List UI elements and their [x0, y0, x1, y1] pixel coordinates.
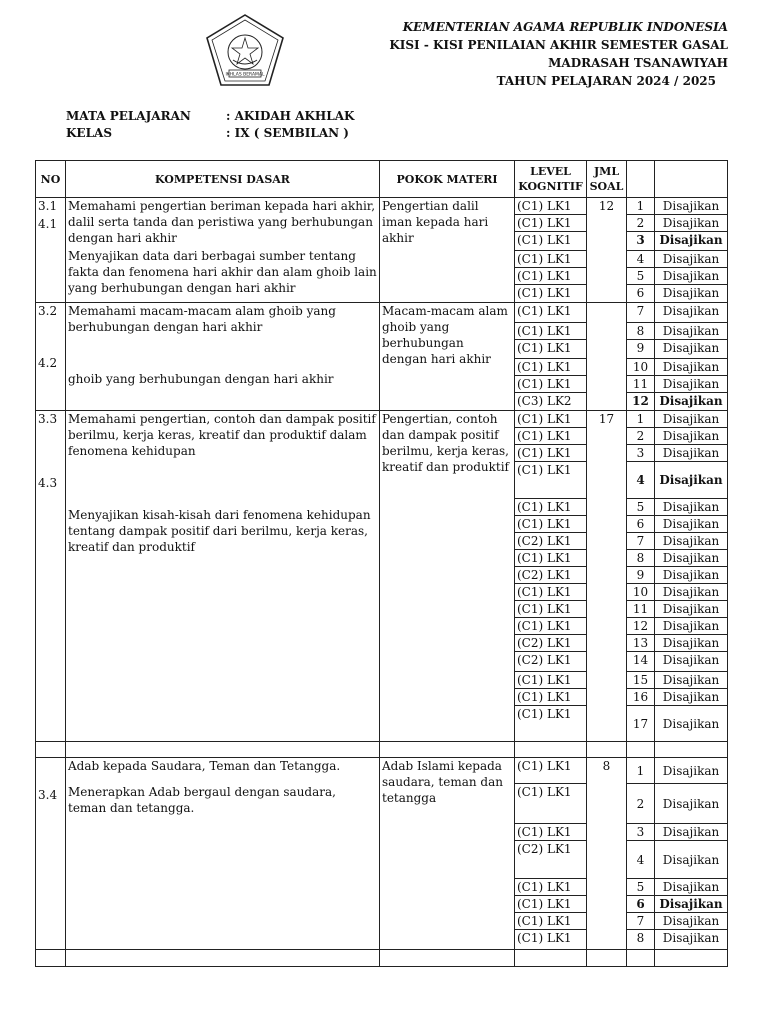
- question-number-cell: 6: [627, 285, 655, 303]
- kd-number-b: 3.4: [38, 788, 58, 802]
- question-number-cell: 11: [627, 601, 655, 618]
- kd-number-cell: [36, 303, 66, 411]
- level-cell: (C2) LK1: [515, 652, 587, 672]
- kd-text-a: Memahami pengertian, contoh dan dampak positif berilmu, kerja keras, kreatif dan produktif dalam fenomena kehidupan: [68, 412, 376, 458]
- status-cell: Disajikan: [655, 601, 728, 618]
- empty-cell: [66, 742, 380, 758]
- level-cell: (C1) LK1: [515, 251, 587, 268]
- question-number-cell: 8: [627, 550, 655, 567]
- kd-number-a: 3.1: [38, 199, 58, 213]
- status-cell: Disajikan: [655, 462, 728, 499]
- status-cell: Disajikan: [655, 841, 728, 879]
- level-cell: (C1) LK1: [515, 445, 587, 462]
- status-cell: Disajikan: [655, 323, 728, 340]
- question-number-cell: 8: [627, 323, 655, 340]
- jml-soal-cell: 17: [587, 411, 627, 742]
- question-number-cell: 6: [627, 516, 655, 533]
- empty-cell: [515, 742, 587, 758]
- level-cell: (C1) LK1: [515, 323, 587, 340]
- kd-text-cell: [66, 411, 380, 742]
- header-kd: KOMPETENSI DASAR: [66, 161, 380, 198]
- level-cell: (C1) LK1: [515, 198, 587, 215]
- level-cell: (C2) LK1: [515, 841, 587, 879]
- question-number-cell: 4: [627, 462, 655, 499]
- kd-text-a: Adab kepada Saudara, Teman dan Tetangga.: [68, 759, 341, 773]
- empty-row: [36, 950, 728, 967]
- level-cell: (C1) LK1: [515, 618, 587, 635]
- status-cell: Disajikan: [655, 198, 728, 215]
- question-number-cell: 1: [627, 198, 655, 215]
- level-cell: (C1) LK1: [515, 672, 587, 689]
- document-header: [389, 18, 728, 90]
- header-school: MADRASAH TSANAWIYAH: [548, 56, 728, 70]
- level-cell: (C1) LK1: [515, 516, 587, 533]
- header-no: NO: [36, 161, 66, 198]
- question-number-cell: 2: [627, 428, 655, 445]
- level-cell: (C1) LK1: [515, 359, 587, 376]
- meta-class-row: [66, 125, 354, 142]
- header-level: LEVEL KOGNITIF: [515, 161, 587, 198]
- empty-cell: [380, 742, 515, 758]
- level-cell: (C1) LK1: [515, 499, 587, 516]
- level-cell: (C1) LK1: [515, 215, 587, 232]
- kisi-kisi-table: [35, 160, 728, 967]
- empty-cell: [627, 742, 655, 758]
- level-cell: (C1) LK1: [515, 913, 587, 930]
- status-cell: Disajikan: [655, 376, 728, 393]
- empty-cell: [36, 742, 66, 758]
- empty-cell: [515, 950, 587, 967]
- jml-soal-cell: 12: [587, 198, 627, 303]
- kd-number-cell: [36, 198, 66, 303]
- status-cell: Disajikan: [655, 303, 728, 323]
- status-cell: Disajikan: [655, 896, 728, 913]
- level-cell: (C1) LK1: [515, 689, 587, 706]
- status-cell: Disajikan: [655, 268, 728, 285]
- table-row: [36, 411, 728, 428]
- meta-subject-row: [66, 108, 354, 125]
- question-number-cell: 5: [627, 499, 655, 516]
- question-number-cell: 7: [627, 533, 655, 550]
- level-cell: (C1) LK1: [515, 285, 587, 303]
- level-cell: (C1) LK1: [515, 784, 587, 824]
- question-number-cell: 3: [627, 232, 655, 251]
- status-cell: Disajikan: [655, 879, 728, 896]
- status-cell: Disajikan: [655, 824, 728, 841]
- kd-text-b: Menerapkan Adab bergaul dengan saudara, teman dan tetangga.: [68, 785, 336, 815]
- question-number-cell: 11: [627, 376, 655, 393]
- class-label: KELAS: [66, 126, 112, 140]
- question-number-cell: 14: [627, 652, 655, 672]
- header-number: [627, 161, 655, 198]
- level-cell: (C1) LK1: [515, 303, 587, 323]
- status-cell: Disajikan: [655, 689, 728, 706]
- status-cell: Disajikan: [655, 706, 728, 742]
- question-number-cell: 9: [627, 340, 655, 359]
- question-number-cell: 1: [627, 411, 655, 428]
- kd-number-a: 3.2: [38, 304, 58, 318]
- level-cell: (C1) LK1: [515, 879, 587, 896]
- status-cell: Disajikan: [655, 428, 728, 445]
- level-cell: (C1) LK1: [515, 550, 587, 567]
- empty-cell: [587, 950, 627, 967]
- status-cell: Disajikan: [655, 359, 728, 376]
- status-cell: Disajikan: [655, 758, 728, 784]
- subject-label: MATA PELAJARAN: [66, 109, 191, 123]
- question-number-cell: 7: [627, 303, 655, 323]
- question-number-cell: 6: [627, 896, 655, 913]
- question-number-cell: 7: [627, 913, 655, 930]
- kd-text-cell: [66, 303, 380, 411]
- status-cell: Disajikan: [655, 784, 728, 824]
- question-number-cell: 12: [627, 393, 655, 411]
- question-number-cell: 15: [627, 672, 655, 689]
- level-cell: (C1) LK1: [515, 376, 587, 393]
- jml-soal-cell: 8: [587, 758, 627, 950]
- status-cell: Disajikan: [655, 618, 728, 635]
- kd-number-cell: [36, 411, 66, 742]
- pokok-materi-cell: Pengertian dalil iman kepada hari akhir: [380, 198, 515, 303]
- question-number-cell: 13: [627, 635, 655, 652]
- question-number-cell: 9: [627, 567, 655, 584]
- level-cell: (C2) LK1: [515, 533, 587, 550]
- level-cell: (C1) LK1: [515, 758, 587, 784]
- status-cell: Disajikan: [655, 550, 728, 567]
- kd-text-cell: [66, 758, 380, 950]
- status-cell: Disajikan: [655, 635, 728, 652]
- status-cell: Disajikan: [655, 913, 728, 930]
- level-cell: (C2) LK1: [515, 635, 587, 652]
- question-number-cell: 17: [627, 706, 655, 742]
- pokok-materi-cell: Adab Islami kepada saudara, teman dan tetangga: [380, 758, 515, 950]
- kd-text-a: Memahami pengertian beriman kepada hari akhir, dalil serta tanda dan peristiwa yang berhubungan dengan hari akhir: [68, 199, 376, 245]
- header-status: [655, 161, 728, 198]
- level-cell: (C2) LK1: [515, 567, 587, 584]
- question-number-cell: 10: [627, 584, 655, 601]
- level-cell: (C1) LK1: [515, 706, 587, 742]
- status-cell: Disajikan: [655, 567, 728, 584]
- table-row: [36, 758, 728, 784]
- question-number-cell: 12: [627, 618, 655, 635]
- kd-number-a: [38, 758, 63, 774]
- status-cell: Disajikan: [655, 516, 728, 533]
- status-cell: Disajikan: [655, 232, 728, 251]
- kd-number-b: 4.3: [38, 476, 58, 490]
- status-cell: Disajikan: [655, 445, 728, 462]
- kd-text-b: Menyajikan data dari berbagai sumber tentang fakta dan fenomena hari akhir dan alam ghoib lain yang berhubungan dengan hari akhir: [68, 249, 377, 295]
- question-number-cell: 8: [627, 930, 655, 950]
- header-title: KISI - KISI PENILAIAN AKHIR SEMESTER GASAL: [389, 38, 728, 52]
- table-body: [36, 198, 728, 967]
- class-value: : IX ( SEMBILAN ): [226, 126, 349, 140]
- status-cell: Disajikan: [655, 285, 728, 303]
- empty-cell: [655, 950, 728, 967]
- empty-cell: [36, 950, 66, 967]
- kd-text-a: Memahami macam-macam alam ghoib yang berhubungan dengan hari akhir: [68, 304, 336, 334]
- status-cell: Disajikan: [655, 340, 728, 359]
- level-cell: (C1) LK1: [515, 428, 587, 445]
- empty-cell: [655, 742, 728, 758]
- table-row: [36, 198, 728, 215]
- header-year: TAHUN PELAJARAN 2024 / 2025: [496, 74, 716, 88]
- status-cell: Disajikan: [655, 652, 728, 672]
- table-row: [36, 303, 728, 323]
- empty-row: [36, 742, 728, 758]
- question-number-cell: 5: [627, 879, 655, 896]
- status-cell: Disajikan: [655, 215, 728, 232]
- level-cell: (C1) LK1: [515, 930, 587, 950]
- level-cell: (C3) LK2: [515, 393, 587, 411]
- level-cell: (C1) LK1: [515, 340, 587, 359]
- level-cell: (C1) LK1: [515, 232, 587, 251]
- status-cell: Disajikan: [655, 393, 728, 411]
- status-cell: Disajikan: [655, 251, 728, 268]
- status-cell: Disajikan: [655, 930, 728, 950]
- kd-number-b: 4.1: [38, 217, 58, 231]
- level-cell: (C1) LK1: [515, 601, 587, 618]
- question-number-cell: 4: [627, 841, 655, 879]
- question-number-cell: 1: [627, 758, 655, 784]
- level-cell: (C1) LK1: [515, 411, 587, 428]
- question-number-cell: 5: [627, 268, 655, 285]
- question-number-cell: 2: [627, 215, 655, 232]
- question-number-cell: 16: [627, 689, 655, 706]
- empty-cell: [66, 950, 380, 967]
- status-cell: Disajikan: [655, 672, 728, 689]
- status-cell: Disajikan: [655, 584, 728, 601]
- svg-text:IKHLAS BERAMAL: IKHLAS BERAMAL: [225, 72, 265, 78]
- question-number-cell: 3: [627, 445, 655, 462]
- table-header-row: [36, 161, 728, 198]
- kd-text-b: Menyajikan kisah-kisah dari fenomena kehidupan tentang dampak positif dari berilmu, kerja keras, kreatif dan produktif: [68, 508, 371, 554]
- level-cell: (C1) LK1: [515, 896, 587, 913]
- level-cell: (C1) LK1: [515, 462, 587, 499]
- empty-cell: [627, 950, 655, 967]
- header-ministry: KEMENTERIAN AGAMA REPUBLIK INDONESIA: [402, 20, 728, 34]
- status-cell: Disajikan: [655, 499, 728, 516]
- level-cell: (C1) LK1: [515, 584, 587, 601]
- kd-number-a: 3.3: [38, 412, 58, 426]
- subject-value: : AKIDAH AKHLAK: [226, 109, 355, 123]
- question-number-cell: 2: [627, 784, 655, 824]
- status-cell: Disajikan: [655, 411, 728, 428]
- header-pokok: POKOK MATERI: [380, 161, 515, 198]
- kd-text-b: ghoib yang berhubungan dengan hari akhir: [68, 372, 334, 386]
- empty-cell: [587, 742, 627, 758]
- question-number-cell: 4: [627, 251, 655, 268]
- header-jml: JML SOAL: [587, 161, 627, 198]
- kd-number-cell: [36, 758, 66, 950]
- status-cell: Disajikan: [655, 533, 728, 550]
- question-number-cell: 10: [627, 359, 655, 376]
- pokok-materi-cell: Pengertian, contoh dan dampak positif berilmu, kerja keras, kreatif dan produktif: [380, 411, 515, 742]
- ministry-logo: [203, 12, 287, 90]
- jml-soal-cell: [587, 303, 627, 411]
- level-cell: (C1) LK1: [515, 268, 587, 285]
- kd-number-b: 4.2: [38, 356, 58, 370]
- level-cell: (C1) LK1: [515, 824, 587, 841]
- empty-cell: [380, 950, 515, 967]
- document-meta: [66, 108, 354, 142]
- question-number-cell: 3: [627, 824, 655, 841]
- pokok-materi-cell: Macam-macam alam ghoib yang berhubungan dengan hari akhir: [380, 303, 515, 411]
- kd-text-cell: [66, 198, 380, 303]
